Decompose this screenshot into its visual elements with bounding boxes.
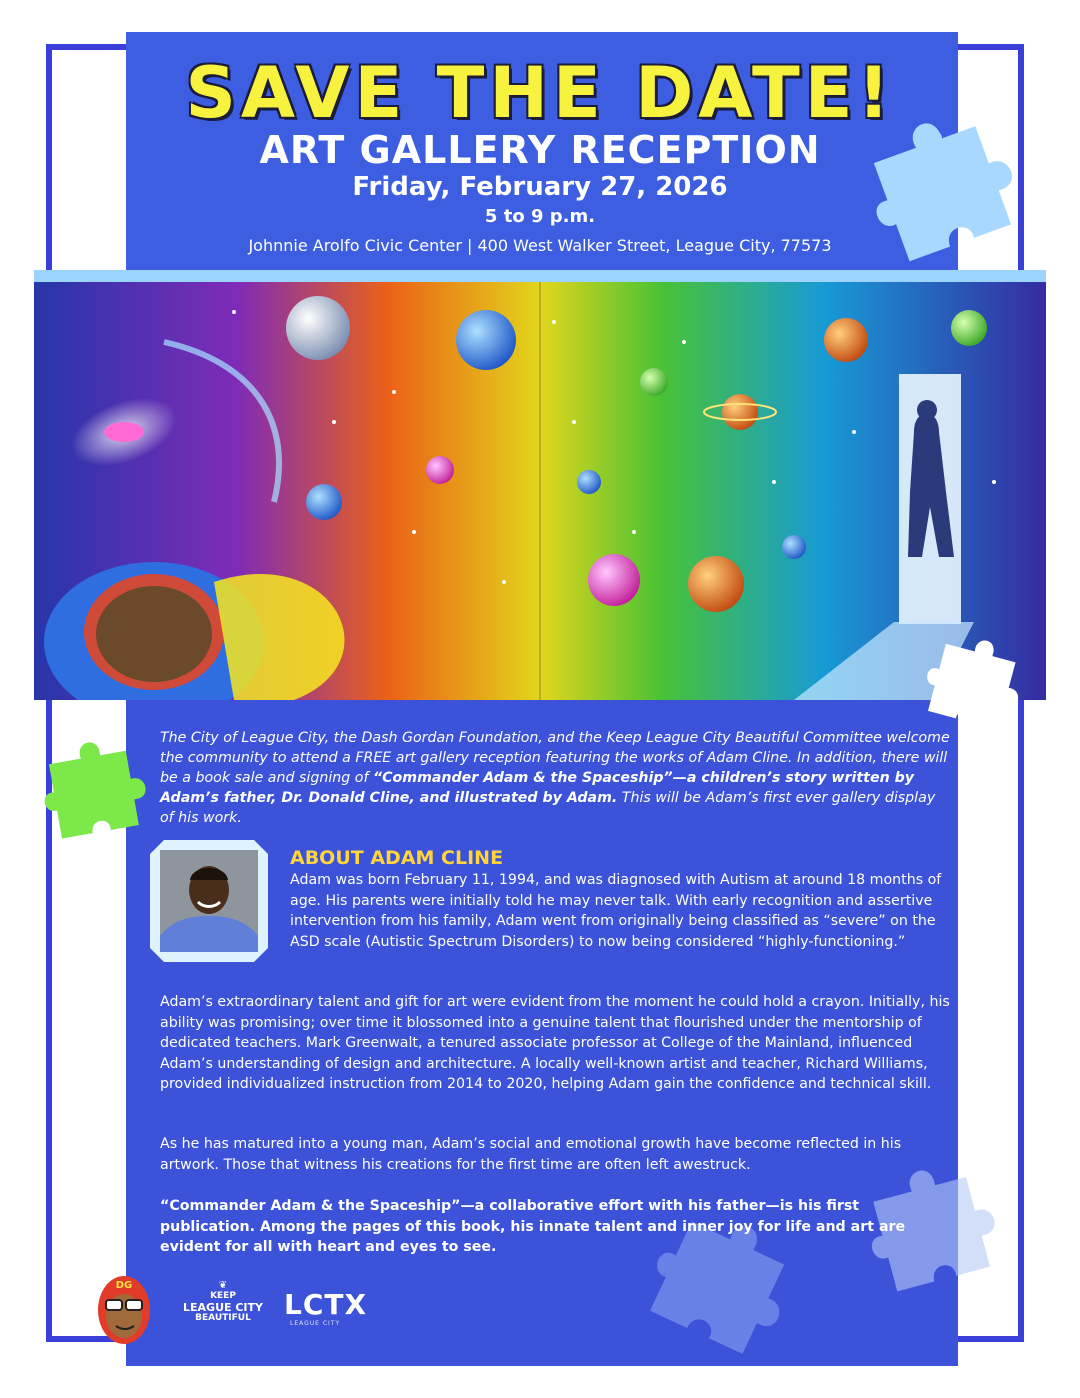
leaf-icon: ❦ — [218, 1280, 228, 1291]
about-paragraph-2: Adam’s extraordinary talent and gift for art were evident from the moment he could hold a crayon. Initially, his ability was promising; over time it blossomed into a genuine talent that flourished under the mentorship of dedicated teachers. Mark Greenwalt, a tenured associate professor at College of the Mainland, influenced Adam’s understanding of design and architecture. A locally well-known artist and teacher, Richard Williams, provided individualized instruction from 2014 to 2020, helping Adam gain the confidence and technical skill. — [160, 994, 950, 1092]
book-title-highlight: “Commander Adam & the Spaceship”—a children’s story written by Adam’s father, Dr. Donald Cline, and illustrated by Adam. — [160, 770, 915, 806]
event-time: 5 to 9 p.m. — [484, 206, 596, 227]
save-the-date-title: SAVE THE DATE! — [185, 52, 895, 134]
event-subtitle: ART GALLERY RECEPTION — [259, 128, 821, 172]
intro-paragraph: The City of League City, the Dash Gordan Foundation, and the Keep League City Beautiful Committee welcome the community to attend a FREE art gallery reception featuring the works of Adam Cline. In addition, there will be a book sale and signing of “Commander Adam & the Spaceship”—a children’s story written by Adam’s father, Dr. Donald Cline, and illustrated by Adam. This will be Adam’s first ever gallery display of his work. — [160, 730, 950, 826]
dg-logo-text: DG — [115, 1280, 133, 1291]
puzzle-piece-icon — [908, 616, 1038, 736]
event-venue: Johnnie Arolfo Civic Center | 400 West Walker Street, League City, 77573 — [248, 236, 832, 255]
event-date: Friday, February 27, 2026 — [352, 172, 728, 202]
space-artwork-image — [34, 282, 1046, 700]
about-paragraph-1: Adam was born February 11, 1994, and was diagnosed with Autism at around 18 months of age. His parents were initially told he may never talk. With early recognition and assertive intervention from his family, Adam went from originally being classified as “severe” on the ASD scale (Autistic Spectrum Disorders) to now being considered “highly-functioning.” — [290, 872, 942, 950]
about-heading: ABOUT ADAM CLINE — [290, 847, 504, 869]
about-paragraph-4: “Commander Adam & the Spaceship”—a collaborative effort with his father—is his first publication. Among the pages of this book, his innate talent and inner joy for life and art are evident for all with heart and eyes to see. — [160, 1198, 906, 1255]
dash-gordan-logo — [96, 1266, 152, 1346]
lctx-logo: LCTX — [284, 1288, 368, 1321]
adam-cline-photo — [160, 850, 258, 952]
about-paragraph-3: As he has matured into a young man, Adam’s social and emotional growth have become reflected in his artwork. Those that witness his creations for the first time are often left awestruck. — [160, 1136, 902, 1173]
lctx-logo-subtitle: LEAGUE CITY — [290, 1320, 341, 1327]
keep-league-city-beautiful-logo: ❦ KEEP LEAGUE CITY BEAUTIFUL — [180, 1280, 266, 1324]
puzzle-piece-icon — [18, 718, 168, 848]
